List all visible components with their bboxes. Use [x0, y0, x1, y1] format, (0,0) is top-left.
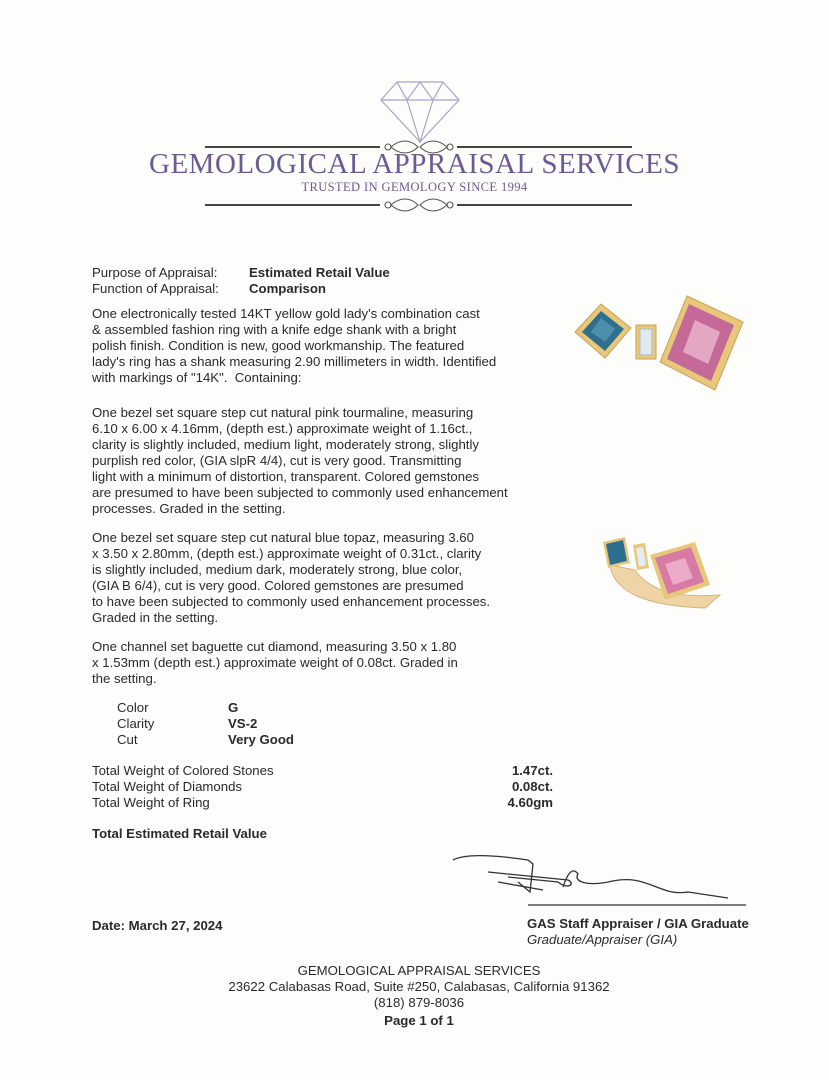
- total-label: Total Weight of Colored Stones: [92, 763, 274, 778]
- purpose-value: Estimated Retail Value: [249, 265, 390, 280]
- ring-description: One electronically tested 14KT yellow gold lady's combination cast & assembled fashion ring with a knife edge shank with a bright polish finish. Condition is new, good workmanship. The featured lady's ring has a shank measuring 2.90 millimeters in width. Identified with markings of "14K". Containing:: [92, 306, 497, 385]
- topaz-description: One bezel set square step cut natural blue topaz, measuring 3.60 x 3.50 x 2.80mm, (depth est.) approximate weight of 0.31ct., clarity is slightly included, medium dark, moderately strong, blue color, (GIA B 6/4), cut is very good. Colored gemstones are presumed to have been subjected to commonly used enhancement processes. Graded in the setting.: [92, 530, 491, 625]
- grade-label: Cut: [117, 732, 138, 747]
- header-rule-bottom-right: [457, 204, 632, 206]
- totals-table: [92, 763, 553, 811]
- total-label: Total Weight of Ring: [92, 795, 210, 810]
- grade-value: Very Good: [228, 732, 294, 747]
- grade-value: VS-2: [228, 716, 258, 731]
- function-value: Comparison: [249, 281, 326, 296]
- ring-top-view-image: [565, 292, 750, 397]
- total-retail-value-label: Total Estimated Retail Value: [92, 826, 267, 841]
- company-title: GEMOLOGICAL APPRAISAL SERVICES: [149, 148, 680, 180]
- signature-title: GAS Staff Appraiser / GIA Graduate: [527, 916, 749, 931]
- ring-side-view-image: [595, 530, 735, 610]
- page-number: Page 1 of 1: [384, 1013, 454, 1028]
- total-label: Total Weight of Diamonds: [92, 779, 243, 794]
- purpose-label: Purpose of Appraisal:: [92, 265, 218, 280]
- grading-table: [117, 700, 294, 748]
- tourmaline-description: One bezel set square step cut natural pink tourmaline, measuring 6.10 x 6.00 x 4.16mm, (depth est.) approximate weight of 1.16ct., clarity is slightly included, medium light, moderately strong, slightly purplish red color, (GIA slpR 4/4), cut is very good. Transmitting light with a minimum of distortion, transparent. Colored gemstones are presumed to have been subjected to commonly used enhancement processes. Graded in the setting.: [92, 405, 508, 516]
- grading-row: [117, 716, 294, 732]
- grade-value: G: [228, 700, 239, 715]
- appraisal-date: Date: March 27, 2024: [92, 918, 223, 933]
- company-tagline: TRUSTED IN GEMOLOGY SINCE 1994: [301, 180, 528, 194]
- signature-image: [448, 852, 748, 910]
- totals-row: [92, 779, 553, 795]
- grading-row: [117, 732, 294, 748]
- totals-row: [92, 763, 553, 779]
- footer-address: 23622 Calabasas Road, Suite #250, Calabasas, California 91362: [228, 979, 610, 994]
- total-value: 0.08ct.: [511, 779, 553, 794]
- grade-label: Color: [117, 700, 149, 715]
- header-rule-bottom-left: [205, 204, 380, 206]
- diamond-description: One channel set baguette cut diamond, measuring 3.50 x 1.80 x 1.53mm (depth est.) approximate weight of 0.08ct. Graded in the setting.: [92, 639, 458, 686]
- grade-label: Clarity: [117, 716, 155, 731]
- total-value: 1.47ct.: [511, 763, 553, 778]
- footer-phone: (818) 879-8036: [373, 995, 465, 1010]
- footer-company: GEMOLOGICAL APPRAISAL SERVICES: [297, 963, 541, 978]
- ornament-icon: [380, 195, 458, 215]
- function-label: Function of Appraisal:: [92, 281, 219, 296]
- signature-subtitle: Graduate/Appraiser (GIA): [527, 932, 678, 947]
- grading-row: [117, 700, 294, 716]
- totals-row: [92, 795, 553, 811]
- total-value: 4.60gm: [507, 795, 553, 810]
